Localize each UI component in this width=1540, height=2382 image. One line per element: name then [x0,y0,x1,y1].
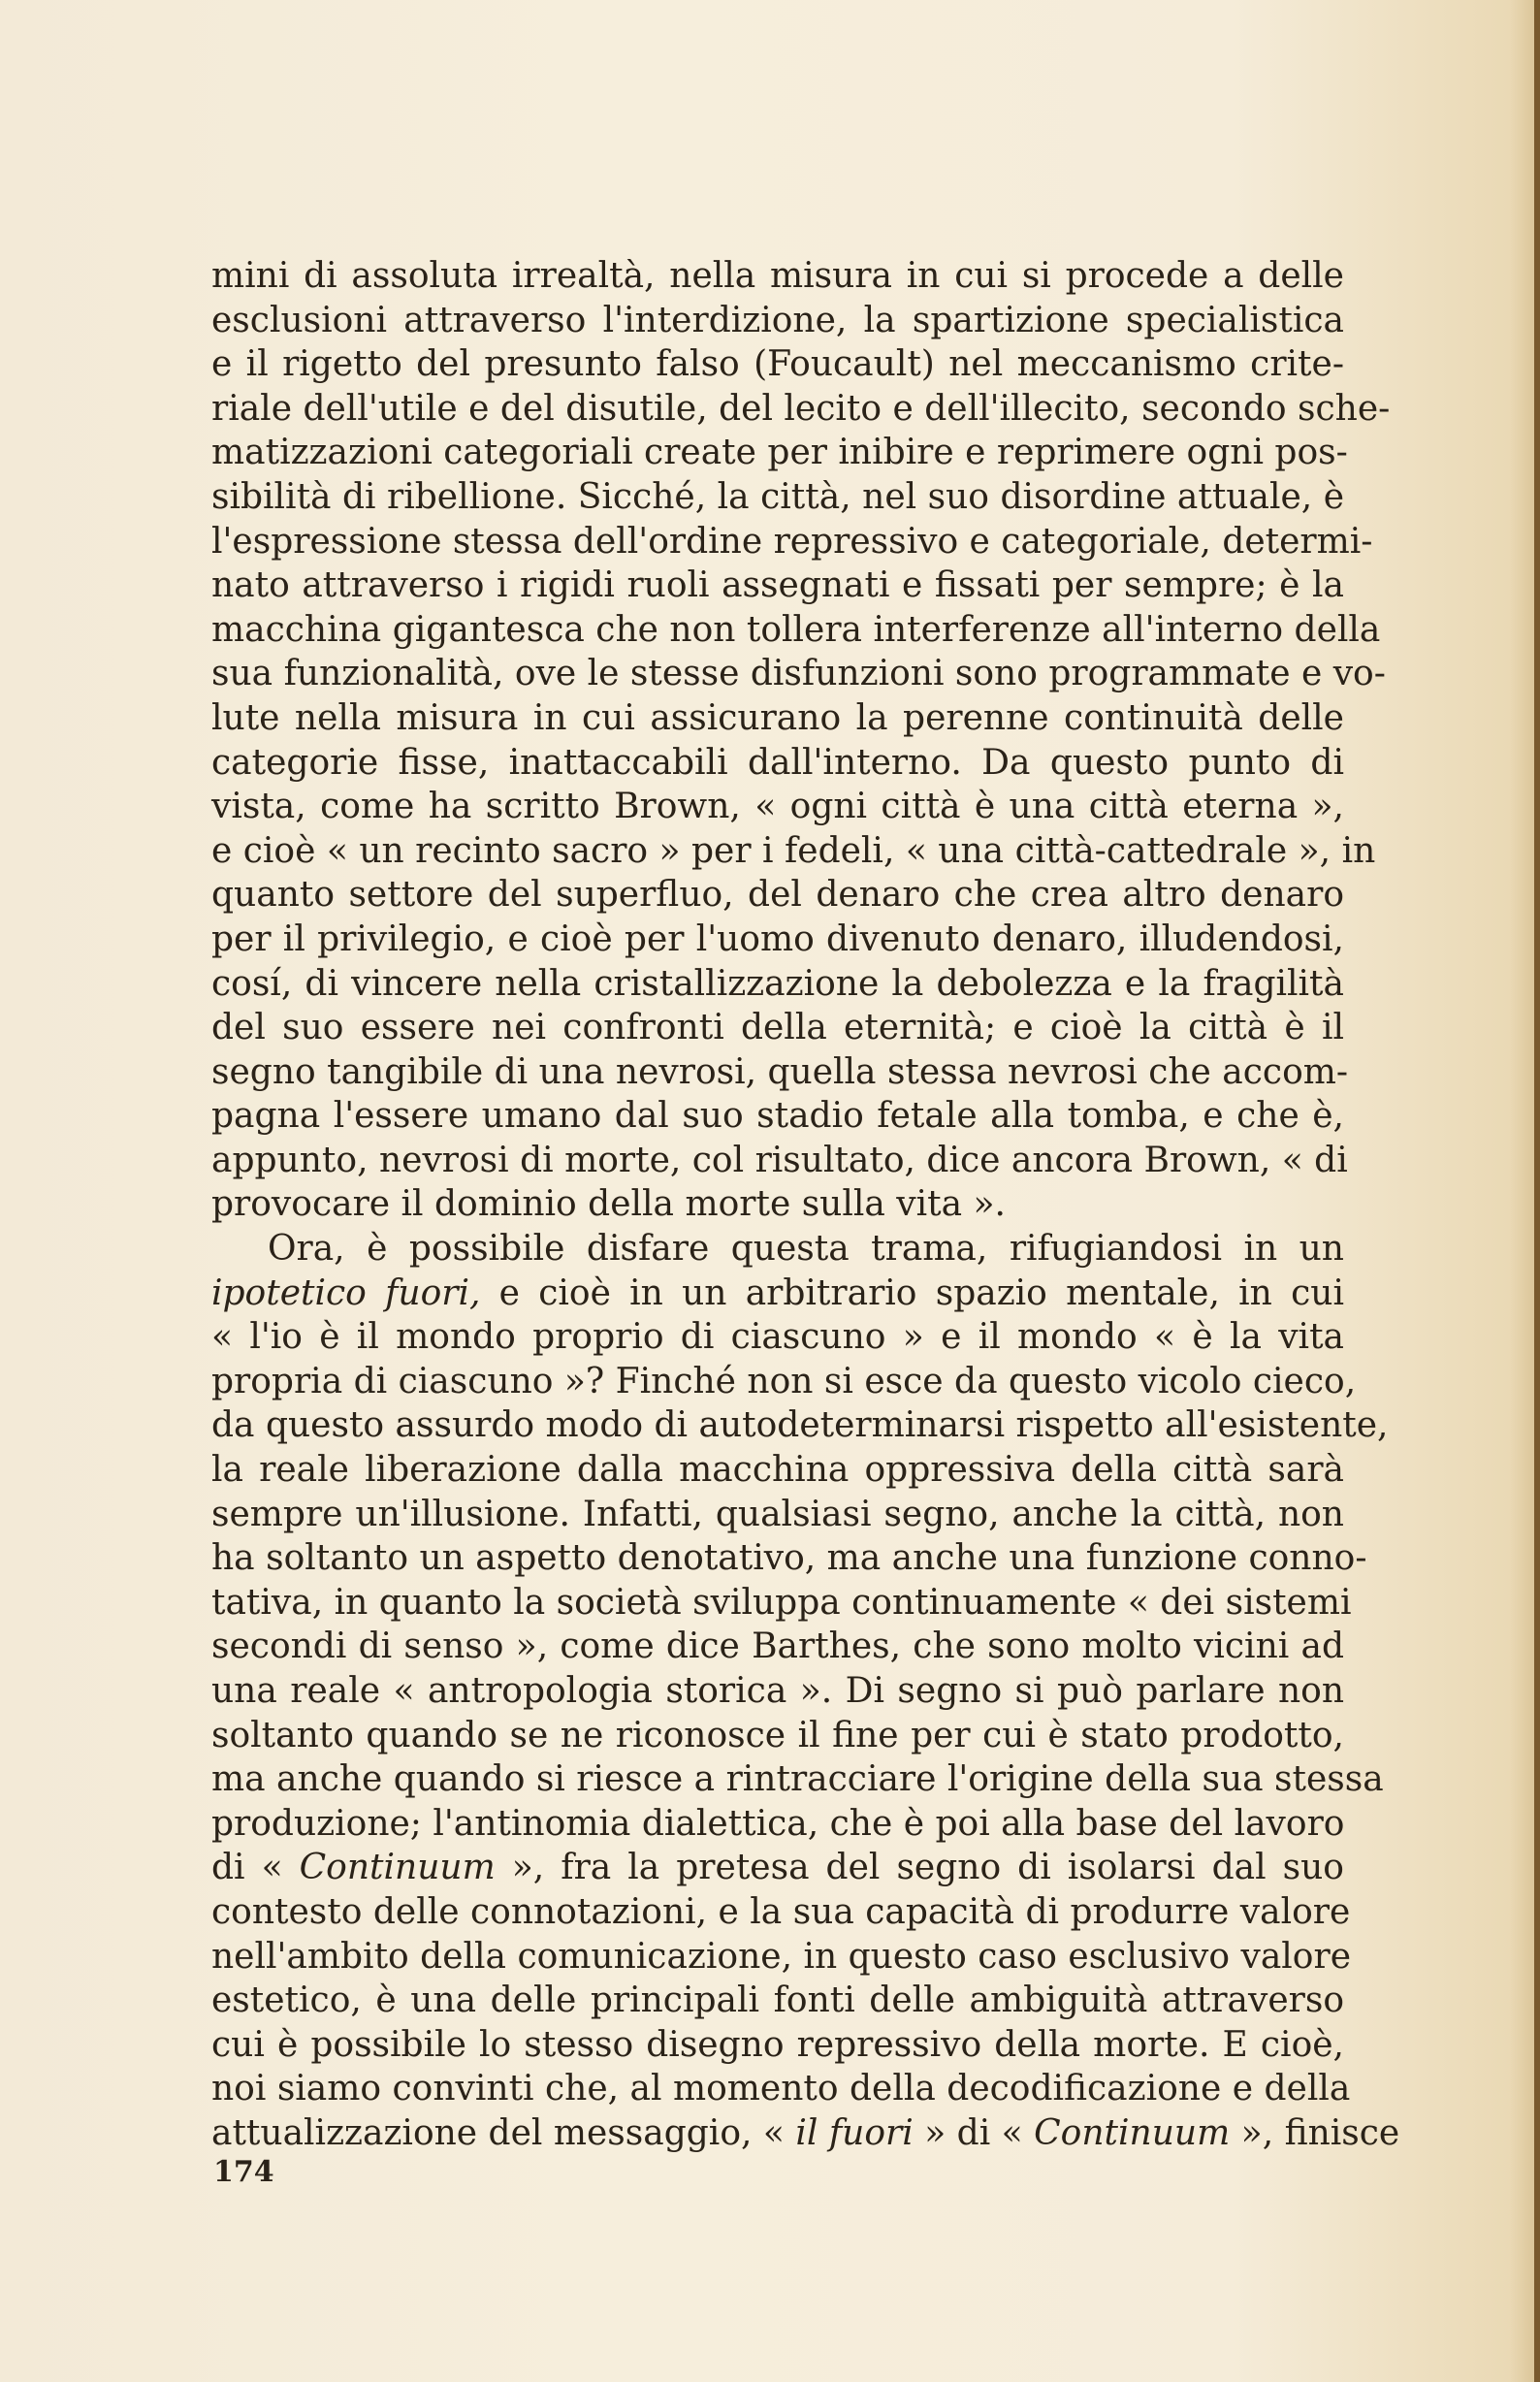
paragraph-2-line: secondi di senso », come dice Barthes, che sono molto vicini ad [211,1626,1344,1667]
paragraph-1-line: sibilità di ribellione. Sicché, la città, nel suo disordine attuale, è [211,476,1344,517]
paragraph-2-line: ma anche quando si riesce a rintracciare l'origine della sua stessa [211,1759,1384,1800]
italic-phrase: ipotetico fuori, [211,1272,481,1313]
paragraph-1-line: nato attraverso i rigidi ruoli assegnati e fissati per sempre; è la [211,565,1344,606]
paragraph-1-line: riale dell'utile e del disutile, del lecito e dell'illecito, secondo sche- [211,388,1391,429]
page-number: 174 [213,2155,274,2189]
paragraph-1-line: lute nella misura in cui assicurano la perenne continuità delle [211,697,1344,738]
paragraph-2-line: la reale liberazione dalla macchina oppressiva della città sarà [211,1450,1344,1491]
paragraph-1-line: esclusioni attraverso l'interdizione, la spartizione specialistica [211,300,1344,340]
paragraph-2-line: noi siamo convinti che, al momento della decodificazione e della [211,2069,1351,2109]
paragraph-1-line: categorie fisse, inattaccabili dall'interno. Da questo punto di [211,742,1344,783]
paragraph-2-line: di « Continuum », fra la pretesa del segno di isolarsi dal suo [211,1848,1344,1888]
paragraph-2-line: una reale « antropologia storica ». Di segno si può parlare non [211,1671,1344,1711]
paragraph-2-line: produzione; l'antinomia dialettica, che è poi alla base del lavoro [211,1803,1345,1844]
paragraph-1-line: e il rigetto del presunto falso (Foucault) nel meccanismo crite- [211,344,1344,385]
paragraph-1-line: matizzazioni categoriali create per inibire e reprimere ogni pos- [211,433,1348,473]
paragraph-1-line: mini di assoluta irrealtà, nella misura in cui si procede a delle [211,256,1344,296]
paragraph-1-line: e cioè « un recinto sacro » per i fedeli, « una città-cattedrale », in [211,830,1376,871]
paragraph-2-line: ipotetico fuori, e cioè in un arbitrario spazio mentale, in cui [211,1272,1344,1313]
paragraph-1-line: sua funzionalità, ove le stesse disfunzioni sono programmate e vo- [211,654,1386,694]
page-edge [1534,0,1540,2382]
italic-phrase: il fuori [795,2112,914,2153]
paragraph-2 [211,1227,1400,2155]
paragraph-1-line: per il privilegio, e cioè per l'uomo divenuto denaro, illudendosi, [211,918,1344,959]
paragraph-1-line: segno tangibile di una nevrosi, quella stessa nevrosi che accom- [211,1051,1349,1092]
paragraph-1-line: vista, come ha scritto Brown, « ogni città è una città eterna », [211,787,1344,827]
paragraph-1-line: quanto settore del superfluo, del denaro che crea altro denaro [211,875,1344,916]
paragraph-2-line: nell'ambito della comunicazione, in questo caso esclusivo valore [211,1936,1351,1977]
italic-title: Continuum [1034,2112,1231,2153]
paragraph-2-line: cui è possibile lo stesso disegno repressivo della morte. E cioè, [211,2024,1344,2065]
paragraph-2-line: « l'io è il mondo proprio di ciascuno » e il mondo « è la vita [211,1317,1344,1358]
paragraph-1-line: appunto, nevrosi di morte, col risultato, dice ancora Brown, « di [211,1140,1348,1180]
paragraph-2-line: da questo assurdo modo di autodeterminarsi rispetto all'esistente, [211,1405,1389,1446]
paragraph-2-line: Ora, è possibile disfare questa trama, rifugiandosi in un [268,1229,1344,1270]
paragraph-2-line: estetico, è una delle principali fonti delle ambiguità attraverso [211,1980,1344,2021]
paragraph-1-line: provocare il dominio della morte sulla vita ». [211,1184,1006,1225]
paragraph-2-line: ha soltanto un aspetto denotativo, ma anche una funzione conno- [211,1538,1367,1579]
paragraph-2-line: soltanto quando se ne riconosce il fine per cui è stato prodotto, [211,1715,1344,1755]
paragraph-2-line: contesto delle connotazioni, e la sua capacità di produrre valore [211,1891,1351,1932]
paragraph-1-line: pagna l'essere umano dal suo stadio fetale alla tomba, e che è, [211,1096,1344,1137]
paragraph-2-line: tativa, in quanto la società sviluppa continuamente « dei sistemi [211,1582,1352,1623]
italic-title: Continuum [299,1848,496,1888]
paragraph-1-line: del suo essere nei confronti della eternità; e cioè la città è il [211,1008,1344,1048]
body-text [211,254,1400,2156]
paragraph-2-line: attualizzazione del messaggio, « il fuori » di « Continuum », finisce [211,2112,1400,2153]
paragraph-1 [211,254,1391,1227]
paragraph-2-line: propria di ciascuno »? Finché non si esce da questo vicolo cieco, [211,1361,1357,1401]
paragraph-2-line: sempre un'illusione. Infatti, qualsiasi segno, anche la città, non [211,1494,1344,1534]
paragraph-1-line: macchina gigantesca che non tollera interferenze all'interno della [211,609,1381,650]
paragraph-1-line: l'espressione stessa dell'ordine repressivo e categoriale, determi- [211,521,1373,562]
paragraph-1-line: cosí, di vincere nella cristallizzazione la debolezza e la fragilità [211,963,1344,1004]
